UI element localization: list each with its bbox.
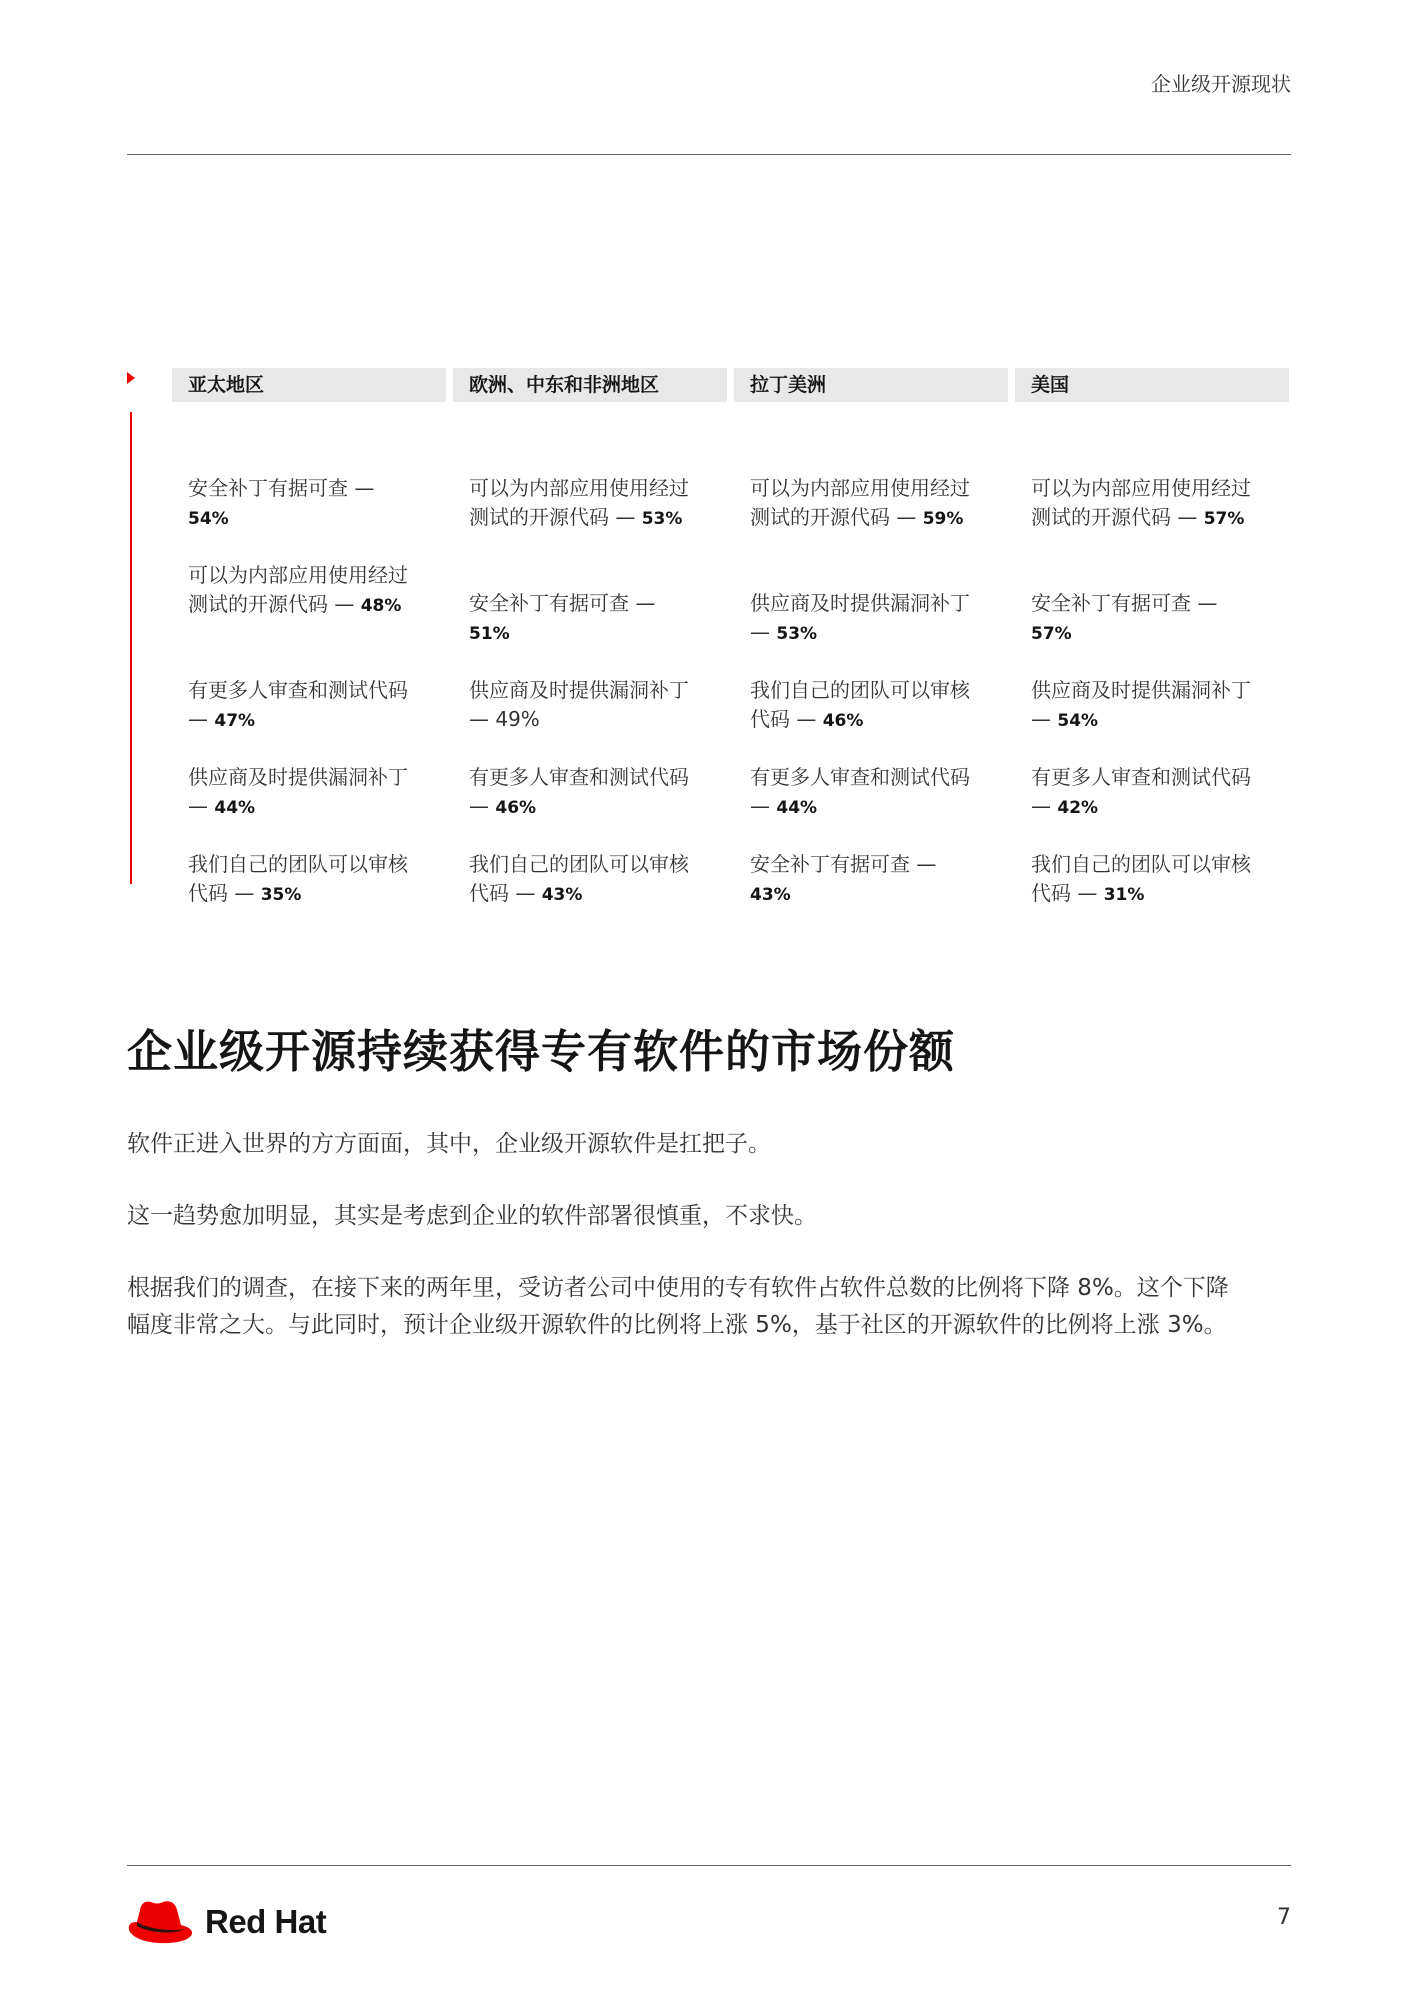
list-item: 安全补丁有据可查 — 43%: [750, 852, 937, 905]
list-item: 安全补丁有据可查 — 54%: [188, 476, 375, 529]
region-column-latam: [734, 368, 1008, 905]
region-column-apac: [172, 368, 446, 905]
page-number: 7: [1277, 1905, 1291, 1930]
list-item: 有更多人审查和测试代码 — 42%: [1031, 765, 1251, 818]
paragraph: 这一趋势愈加明显，其实是考虑到企业的软件部署很慎重，不求快。: [127, 1203, 817, 1229]
region-header: 欧洲、中东和非洲地区: [453, 368, 727, 402]
region-column-emea: [453, 368, 727, 905]
list-item: 可以为内部应用使用经过测试的开源代码 — 48%: [188, 563, 408, 616]
red-triangle-marker-icon: [127, 372, 135, 384]
paragraph: 根据我们的调查，在接下来的两年里，受访者公司中使用的专有软件占软件总数的比例将下降 8%。这个下降幅度非常之大。与此同时，预计企业级开源软件的比例将上涨 5%，基于社区的开源软件的比例将上涨 3%。: [127, 1275, 1229, 1338]
red-accent-line: [130, 412, 132, 884]
list-item: 供应商及时提供漏洞补丁 — 53%: [750, 591, 970, 644]
list-item: 我们自己的团队可以审核代码 — 31%: [1031, 852, 1251, 905]
paragraph: 软件正进入世界的方方面面，其中，企业级开源软件是扛把子。: [127, 1131, 771, 1157]
bottom-divider: [127, 1865, 1291, 1866]
list-item: 我们自己的团队可以审核代码 — 43%: [469, 852, 689, 905]
region-column-us: [1015, 368, 1289, 905]
red-hat-icon: [125, 1896, 195, 1948]
region-header: 亚太地区: [172, 368, 446, 402]
list-item: 可以为内部应用使用经过测试的开源代码 — 59%: [750, 476, 970, 529]
running-title: 企业级开源现状: [1151, 72, 1291, 96]
list-item: 安全补丁有据可查 — 57%: [1031, 591, 1218, 644]
brand-name: Red Hat: [205, 1903, 327, 1940]
list-item: 我们自己的团队可以审核代码 — 46%: [750, 678, 970, 731]
red-hat-logo: [125, 1896, 326, 1948]
list-item: 供应商及时提供漏洞补丁 — 54%: [1031, 678, 1251, 731]
region-header: 拉丁美洲: [734, 368, 1008, 402]
list-item: 有更多人审查和测试代码 — 44%: [750, 765, 970, 818]
list-item: 有更多人审查和测试代码 — 47%: [188, 678, 408, 731]
list-item: 我们自己的团队可以审核代码 — 35%: [188, 852, 408, 905]
list-item: 安全补丁有据可查 — 51%: [469, 591, 656, 644]
list-item: 供应商及时提供漏洞补丁 — 44%: [188, 765, 408, 818]
list-item: 供应商及时提供漏洞补丁 — 49%: [469, 678, 689, 731]
list-item: 有更多人审查和测试代码 — 46%: [469, 765, 689, 818]
top-divider: [127, 154, 1291, 155]
list-item: 可以为内部应用使用经过测试的开源代码 — 57%: [1031, 476, 1251, 529]
section-title: 企业级开源持续获得专有软件的市场份额: [127, 1025, 956, 1078]
list-item: 可以为内部应用使用经过测试的开源代码 — 53%: [469, 476, 689, 529]
region-header: 美国: [1015, 368, 1289, 402]
